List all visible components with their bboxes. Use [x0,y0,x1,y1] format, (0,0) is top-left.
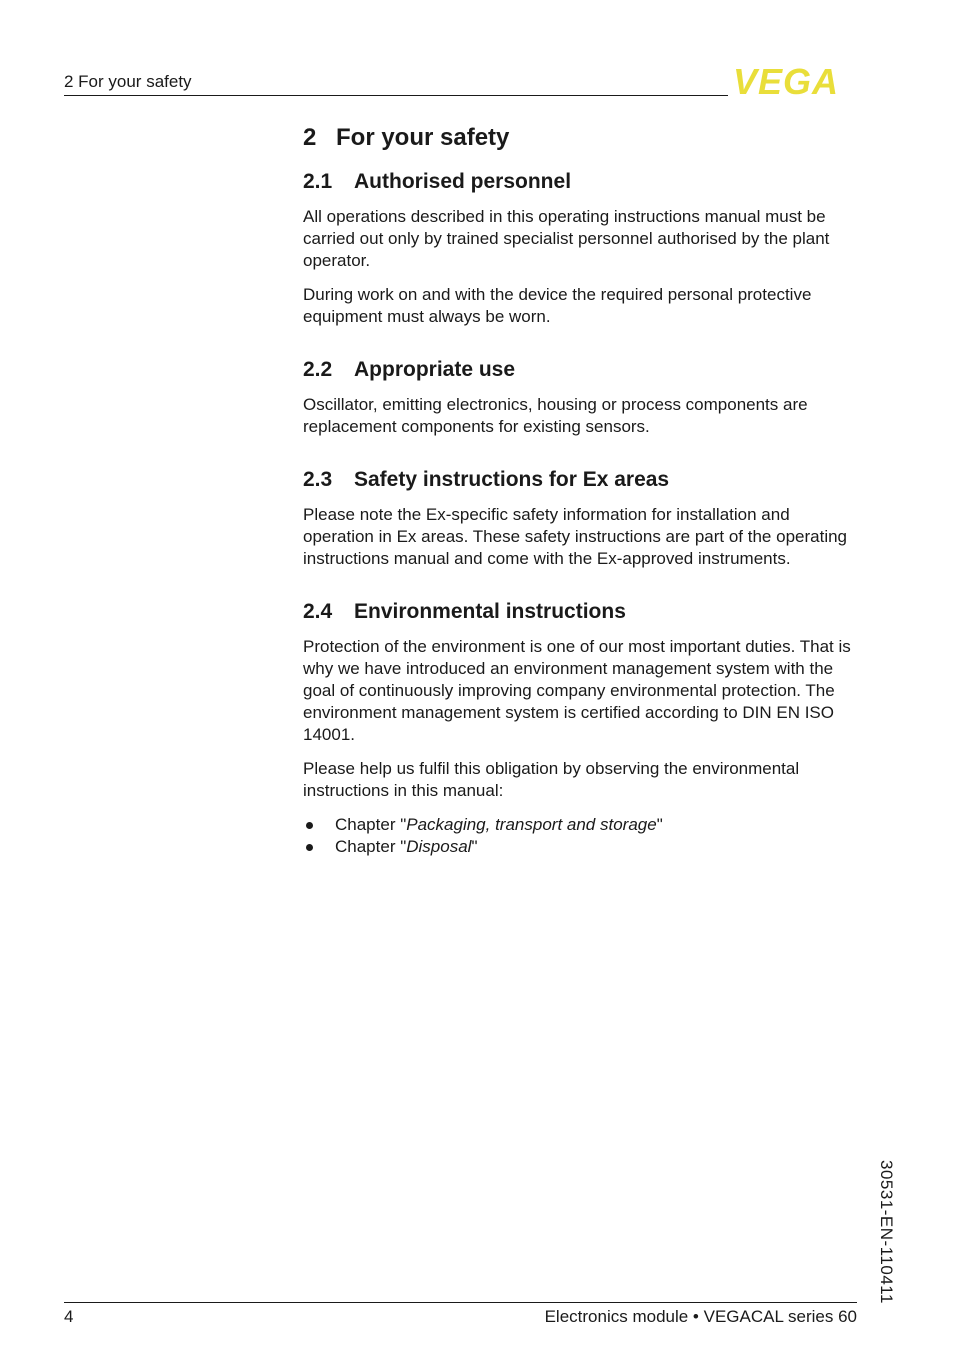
paragraph: Please note the Ex-specific safety information for installation and operation in Ex areas. These safety instructions are part of the operating instructions manual and come with the Ex-approved instruments. [303,505,847,568]
section-heading [303,468,863,492]
section-ex-areas [303,468,863,570]
list-item [303,814,863,836]
section-number: 2.3 [303,468,333,491]
footer-doc-title: Electronics module • VEGACAL series 60 [544,1307,857,1326]
section-heading [303,600,863,624]
chapter-number: 2 [303,124,317,151]
list-item-suffix: " [656,815,663,834]
chapter-reference: Disposal [406,837,472,856]
section-title: Appropriate use [354,358,516,381]
page-number: 4 [64,1307,74,1326]
document-code: 30531-EN-110411 [877,1160,896,1304]
list-item-prefix: Chapter " [335,815,407,834]
footer-divider [64,1302,857,1303]
chapter-reference: Packaging, transport and storage [406,815,657,834]
section-authorised-personnel [303,170,863,328]
chapter-heading [303,124,863,152]
section-title: Safety instructions for Ex areas [354,468,670,491]
header-divider [64,95,728,96]
section-heading [303,170,863,194]
section-heading [303,358,863,382]
section-number: 2.1 [303,170,333,193]
section-title: Environmental instructions [354,600,626,623]
section-appropriate-use [303,358,863,438]
section-number: 2.2 [303,358,333,381]
chapter-reference-list [303,814,863,858]
section-title: Authorised personnel [354,170,572,193]
paragraph: Protection of the environment is one of our most important duties. That is why we have introduced an environment management system with the goal of continuously improving company environmental protection. The environment management system is certified according to DIN EN ISO 14001. [303,637,851,744]
list-item [303,836,863,858]
paragraph: During work on and with the device the required personal protective equipment must always be worn. [303,285,812,326]
main-content [303,118,863,888]
section-environmental-instructions [303,600,863,858]
paragraph: Please help us fulfil this obligation by observing the environmental instructions in this manual: [303,759,800,800]
header-section-ref: 2 For your safety [64,72,192,91]
list-item-prefix: Chapter " [335,837,407,856]
vega-logo [733,61,857,102]
paragraph: Oscillator, emitting electronics, housing or process components are replacement components for existing sensors. [303,395,808,436]
list-item-suffix: " [471,837,478,856]
section-number: 2.4 [303,600,333,623]
paragraph: All operations described in this operating instructions manual must be carried out only by trained specialist personnel authorised by the plant operator. [303,207,830,270]
logo-text: VEGA [733,61,840,102]
chapter-title: For your safety [336,124,510,151]
